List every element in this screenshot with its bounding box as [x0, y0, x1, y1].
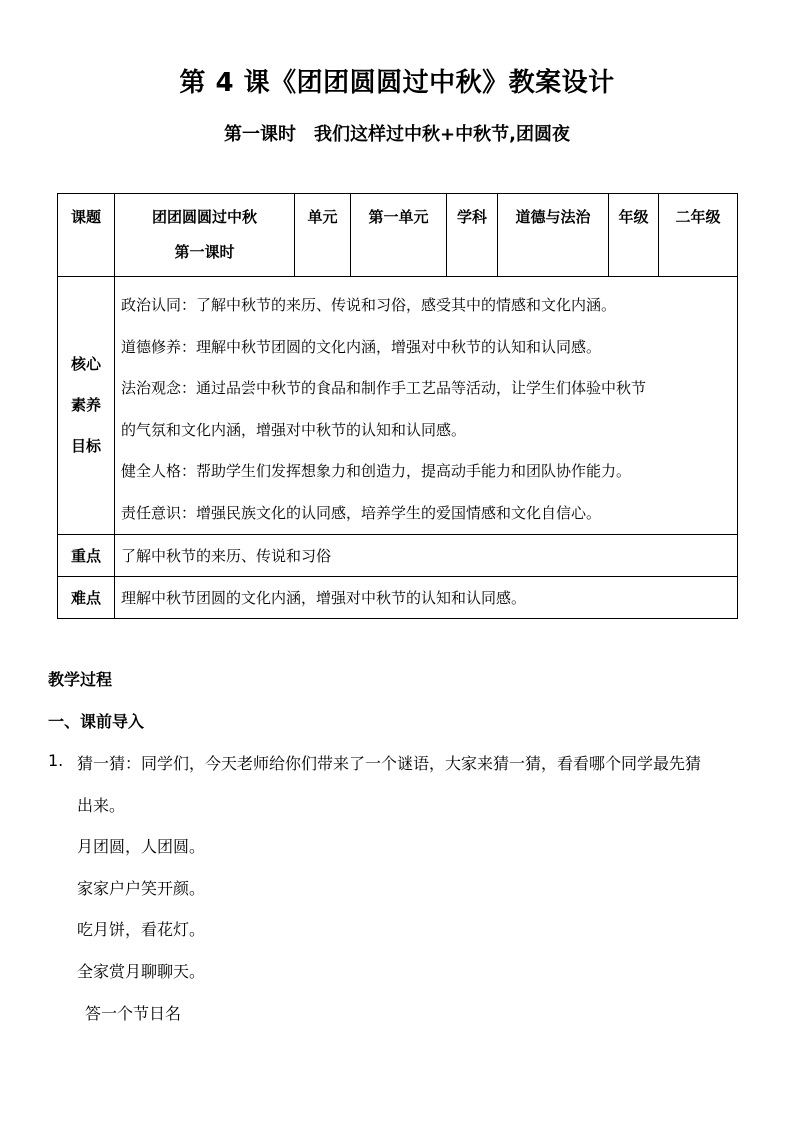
difficulty-label: 难点 [58, 577, 115, 619]
key-point-value: 了解中秋节的来历、传说和习俗 [115, 535, 738, 577]
document-subtitle: 第一课时 我们这样过中秋+中秋节,团圆夜 [224, 124, 570, 145]
topic-value-line1: 团团圆圆过中秋 [151, 208, 257, 226]
core-goals-label-line: 素养 [70, 396, 101, 414]
key-point-row [58, 535, 738, 577]
core-goals-label-line: 目标 [70, 437, 101, 455]
lesson-plan-table [57, 193, 738, 619]
document-title: 第 4 课《团团圆圆过中秋》教案设计 [179, 68, 615, 98]
difficulty-value: 理解中秋节团圆的文化内涵，增强对中秋节的认知和认同感。 [115, 577, 738, 619]
grade-label: 年级 [609, 194, 659, 277]
core-goal-line: 的气氛和文化内涵，增强对中秋节的认知和认同感。 [121, 420, 467, 439]
topic-value-line2: 第一课时 [174, 243, 235, 261]
list-item-text: 猜一猜：同学们，今天老师给你们带来了一个谜语，大家来猜一猜，看看哪个同学最先猜 [77, 754, 702, 773]
core-goals-label-line: 核心 [70, 355, 101, 373]
core-goal-line: 责任意识：增强民族文化的认同感，培养学生的爱国情感和文化自信心。 [121, 503, 602, 522]
core-goal-line: 道德修养：理解中秋节团圆的文化内涵，增强对中秋节的认知和认同感。 [121, 337, 602, 356]
teaching-process-heading: 教学过程 [48, 670, 113, 689]
section-heading-pre-class: 一、课前导入 [48, 712, 145, 731]
riddle-line: 吃月饼，看花灯。 [77, 920, 206, 939]
riddle-line: 月团圆，人团圆。 [77, 837, 206, 856]
core-goals-label [58, 277, 115, 535]
table-header-row [58, 194, 738, 277]
key-point-label: 重点 [58, 535, 115, 577]
core-goal-line: 健全人格：帮助学生们发挥想象力和创造力，提高动手能力和团队协作能力。 [121, 462, 632, 480]
core-goal-line: 政治认同：了解中秋节的来历、传说和习俗，感受其中的情感和文化内涵。 [121, 296, 617, 314]
list-item-text-continued: 出来。 [77, 796, 126, 815]
unit-value: 第一单元 [351, 194, 447, 277]
topic-value [115, 194, 295, 277]
grade-value: 二年级 [659, 194, 738, 277]
unit-label: 单元 [295, 194, 351, 277]
riddle-line: 全家赏月聊聊天。 [77, 962, 206, 981]
answer-hint: 答一个节日名 [85, 1004, 182, 1023]
subject-label: 学科 [447, 194, 498, 277]
core-goal-line: 法治观念：通过品尝中秋节的食品和制作手工艺品等活动，让学生们体验中秋节 [121, 379, 647, 397]
core-goals-row [58, 277, 738, 535]
topic-label: 课题 [58, 194, 115, 277]
riddle-line: 家家户户笑开颜。 [77, 879, 206, 898]
list-item-number: 1. [48, 751, 64, 770]
subject-value: 道德与法治 [498, 194, 609, 277]
difficulty-row [58, 577, 738, 619]
core-goals-content [115, 277, 738, 535]
